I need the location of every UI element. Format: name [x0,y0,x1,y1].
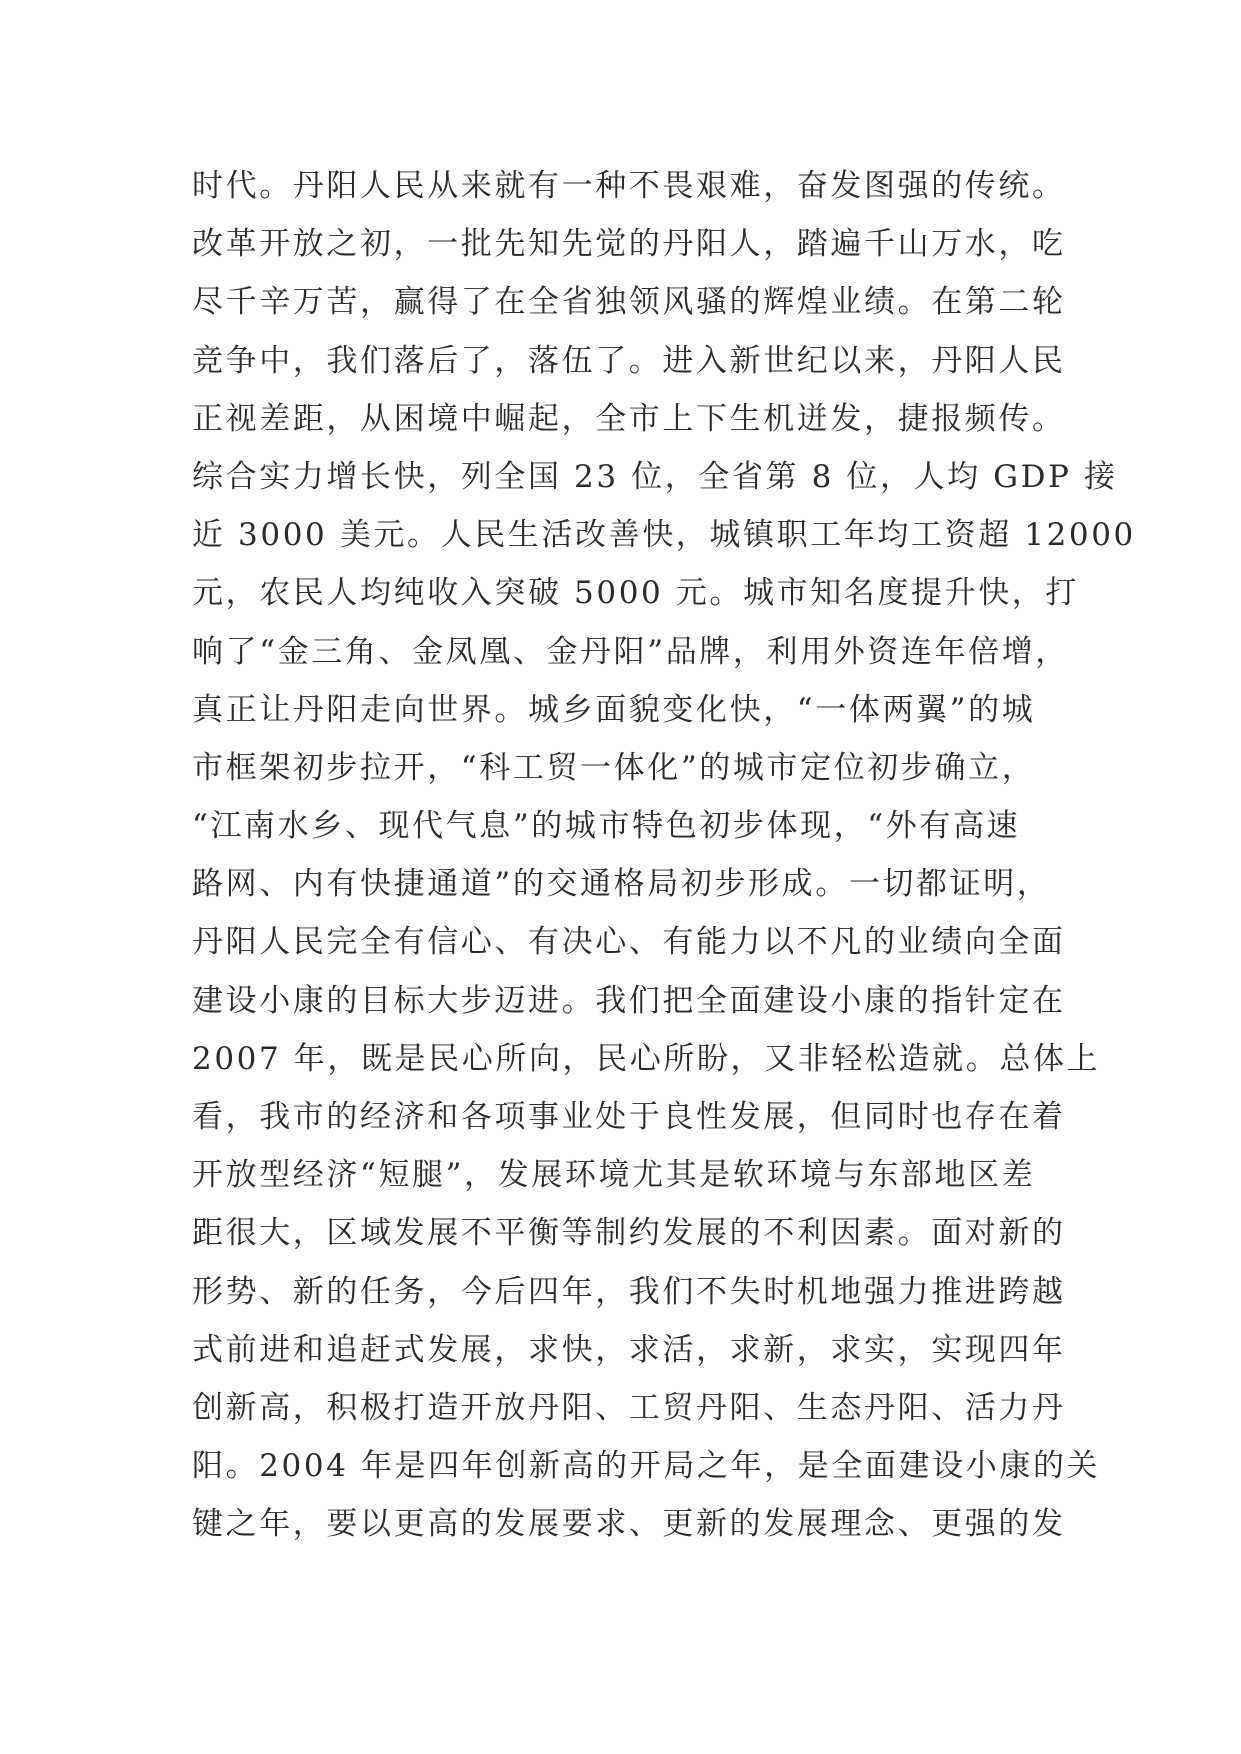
text-line: 竞争中，我们落后了，落伍了。进入新世纪以来，丹阳人民 [192,342,1066,379]
text-line: 开放型经济“短腿”，发展环境尤其是软环境与东部地区差 [192,1157,1036,1194]
text-line: 键之年，要以更高的发展要求、更新的发展理念、更强的发 [192,1506,1066,1543]
text-line: 近 3000 美元。人民生活改善快，城镇职工年均工资超 12000 [192,517,1136,554]
text-line: 元，农民人均纯收入突破 5000 元。城市知名度提升快，打 [192,575,1079,612]
text-line: 阳。2004 年是四年创新高的开局之年，是全面建设小康的关 [192,1448,1101,1485]
text-line: 看，我市的经济和各项事业处于良性发展，但同时也存在着 [192,1099,1066,1135]
text-line: 真正让丹阳走向世界。城乡面貌变化快，“一体两翼”的城 [192,691,1036,728]
text-line: 市框架初步拉开，“科工贸一体化”的城市定位初步确立， [192,749,1036,786]
text-line: 创新高，积极打造开放丹阳、工贸丹阳、生态丹阳、活力丹 [192,1389,1066,1426]
text-line: 丹阳人民完全有信心、有决心、有能力以不凡的业绩向全面 [192,924,1066,961]
text-line: 响了“金三角、金凤凰、金丹阳”品牌，利用外资连年倍增， [192,633,1069,670]
text-line: 建设小康的目标大步迈进。我们把全面建设小康的指针定在 [192,982,1066,1019]
text-line: 尽千辛万苦，赢得了在全省独领风骚的辉煌业绩。在第二轮 [192,284,1066,321]
text-line: 路网、内有快捷通道”的交通格局初步形成。一切都证明， [192,866,1051,903]
text-line: 式前进和追赶式发展，求快，求活，求新，求实，实现四年 [192,1331,1066,1368]
text-line: 综合实力增长快，列全国 23 位，全省第 8 位，人均 GDP 接 [192,458,1118,495]
text-line: “江南水乡、现代气息”的城市特色初步体现，“外有高速 [192,808,1021,845]
text-line: 2007 年，既是民心所向，民心所盼，又非轻松造就。总体上 [192,1040,1101,1077]
text-line: 正视差距，从困境中崛起，全市上下生机迸发，捷报频传。 [192,400,1066,437]
text-line: 距很大，区域发展不平衡等制约发展的不利因素。面对新的 [192,1215,1066,1252]
body-text [192,157,1136,1554]
text-line: 时代。丹阳人民从来就有一种不畏艰难，奋发图强的传统。 [192,168,1066,204]
text-line: 改革开放之初，一批先知先觉的丹阳人，踏遍千山万水，吃 [192,226,1066,263]
text-line: 形势、新的任务，今后四年，我们不失时机地强力推进跨越 [192,1273,1066,1310]
